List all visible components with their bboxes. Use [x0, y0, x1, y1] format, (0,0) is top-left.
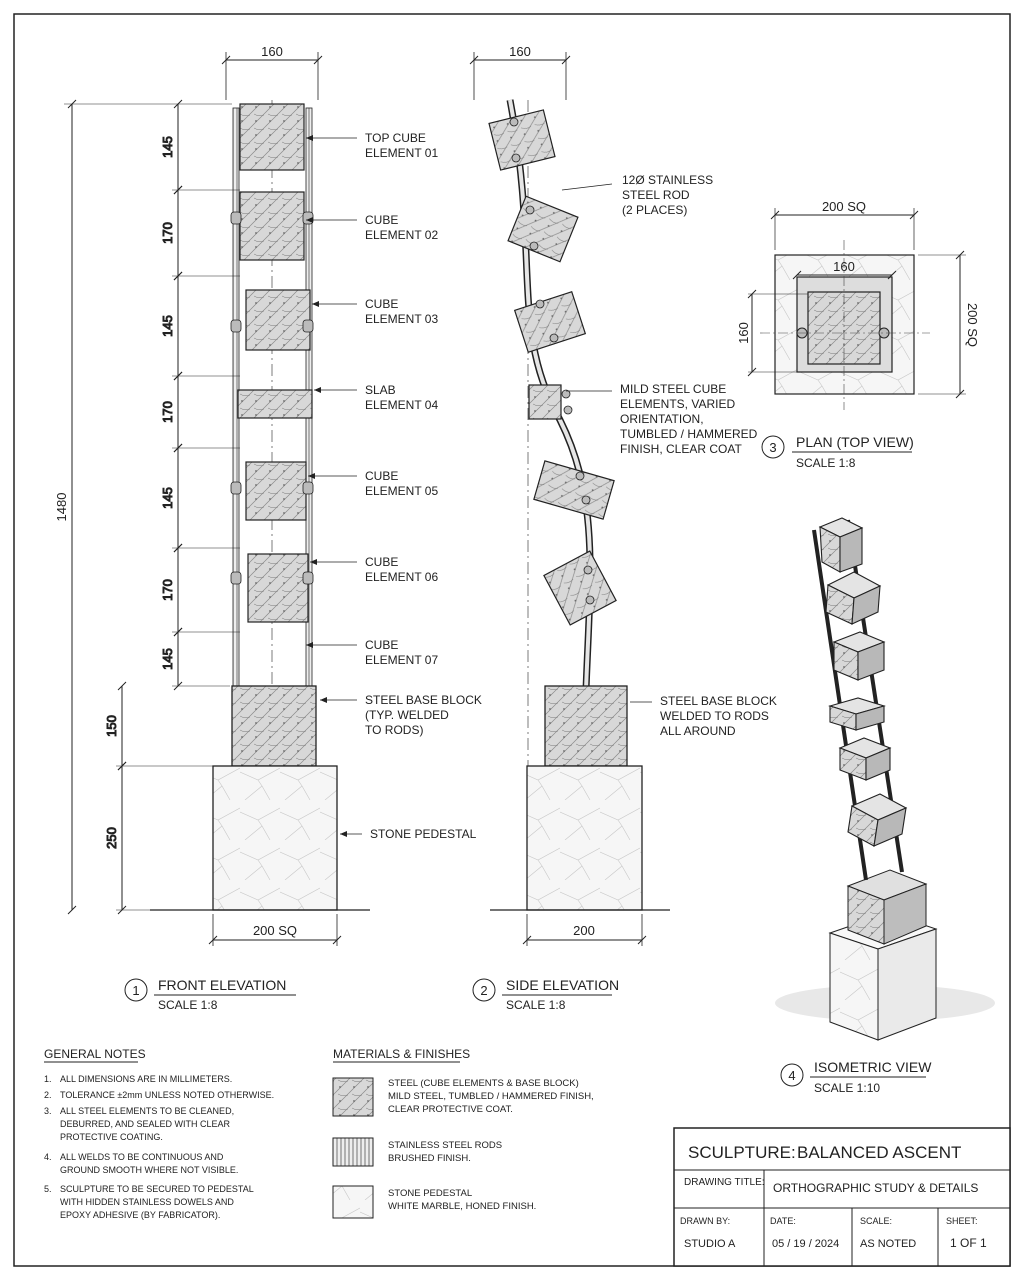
general-note-4: [44, 1152, 238, 1175]
title-block: [674, 1128, 1010, 1266]
material-swatch-steel: [333, 1078, 373, 1116]
front-callout-3-line-2: ELEMENT 03: [365, 312, 439, 326]
tb-sheet-label: SHEET:: [946, 1216, 978, 1226]
front-callout-7-line-2: ELEMENT 07: [365, 653, 439, 667]
tb-drawn-by: STUDIO A: [684, 1238, 736, 1250]
material-item-2: [388, 1140, 502, 1164]
materials-finishes: [333, 1047, 594, 1218]
front-callout-4: [314, 383, 438, 412]
front-base-width-dimension: [209, 914, 341, 946]
front-callout-2-line-2: ELEMENT 02: [365, 228, 439, 242]
general-note-2: [44, 1090, 274, 1100]
side-base-callout-line-3: ALL AROUND: [660, 724, 736, 738]
general-note-text: SCULPTURE TO BE SECURED TO PEDESTAL: [60, 1184, 254, 1194]
front-cube-06: [248, 554, 308, 622]
front-callout-2: [306, 213, 438, 242]
material-text: CLEAR PROTECTIVE COAT.: [388, 1104, 513, 1115]
side-base-block: [545, 686, 627, 766]
tb-drawing-title: ORTHOGRAPHIC STUDY & DETAILS: [773, 1181, 979, 1195]
side-rod-callout-line-2: STEEL ROD: [622, 188, 690, 202]
material-item-1: [388, 1078, 594, 1115]
material-swatch-stone: [333, 1186, 373, 1218]
general-note-text: ALL WELDS TO BE CONTINUOUS AND: [60, 1152, 224, 1162]
material-text: BRUSHED FINISH.: [388, 1153, 471, 1164]
front-view-number: 1: [132, 983, 140, 998]
general-note-3: [44, 1106, 234, 1142]
front-callout-9-line-1: STONE PEDESTAL: [370, 827, 477, 841]
front-callout-8-line-2: (TYP. WELDED: [365, 708, 449, 722]
front-callout-8: [320, 693, 482, 737]
general-note-number: 1.: [44, 1074, 52, 1084]
front-width-dimension: [222, 44, 322, 100]
front-view-scale: SCALE 1:8: [158, 998, 218, 1012]
tb-project-name: BALANCED ASCENT: [797, 1143, 962, 1162]
front-callout-6-line-1: CUBE: [365, 555, 399, 569]
tb-drawing-title-label: DRAWING TITLE:: [684, 1177, 765, 1188]
front-segment-dim-3: 145: [160, 315, 175, 337]
front-callouts: [306, 131, 482, 841]
front-segment-dim-9: 250: [104, 827, 119, 849]
front-cube-05: [246, 462, 306, 520]
front-callout-6-line-2: ELEMENT 06: [365, 570, 439, 584]
side-width-dimension: [470, 44, 570, 100]
material-item-3: [388, 1188, 536, 1212]
tb-sheet: 1 OF 1: [950, 1236, 987, 1250]
front-callout-4-line-2: ELEMENT 04: [365, 398, 439, 412]
front-callout-5-line-2: ELEMENT 05: [365, 484, 439, 498]
side-cube-callout-line-5: FINISH, CLEAR COAT: [620, 442, 742, 456]
material-text: WHITE MARBLE, HONED FINISH.: [388, 1201, 537, 1212]
plan-view: [736, 199, 980, 470]
side-view-number: 2: [480, 983, 488, 998]
general-note-1: [44, 1074, 232, 1084]
plan-view-title: [762, 434, 914, 470]
side-cubes: [489, 110, 616, 625]
side-base-width-label: 200: [573, 923, 595, 938]
isometric-view: [775, 518, 995, 1095]
front-base-width-label: 200 SQ: [252, 923, 298, 938]
tb-drawn-by-label: DRAWN BY:: [680, 1216, 731, 1226]
front-segment-dim-1: 145: [160, 136, 175, 158]
iso-view-scale: SCALE 1:10: [814, 1081, 881, 1095]
front-cube-03: [246, 290, 310, 350]
front-segment-dim-2: 170: [160, 222, 175, 244]
iso-view-title: [781, 1059, 932, 1095]
plan-view-title-text: PLAN (TOP VIEW): [796, 434, 914, 450]
front-cube-01: [240, 104, 304, 170]
general-note-text: PROTECTIVE COATING.: [60, 1132, 163, 1142]
tb-date-label: DATE:: [770, 1216, 796, 1226]
side-cube-callout-line-1: MILD STEEL CUBE: [620, 382, 727, 396]
side-cube-callout-line-4: TUMBLED / HAMMERED: [620, 427, 758, 441]
material-text: STAINLESS STEEL RODS: [388, 1140, 503, 1151]
general-note-text: WITH HIDDEN STAINLESS DOWELS AND: [60, 1197, 234, 1207]
front-callout-1-line-1: TOP CUBE: [365, 131, 426, 145]
front-callout-6: [310, 555, 438, 584]
side-rod-callout-line-3: (2 PLACES): [622, 203, 688, 217]
front-callout-5-line-1: CUBE: [365, 469, 399, 483]
side-cube-callout-line-2: ELEMENTS, VARIED: [620, 397, 736, 411]
tb-date: 05 / 19 / 2024: [772, 1238, 840, 1250]
side-width-label: 160: [509, 44, 531, 59]
front-view-title-text: FRONT ELEVATION: [158, 977, 287, 993]
side-base-callout-line-2: WELDED TO RODS: [660, 709, 769, 723]
front-view-title: [125, 977, 296, 1012]
side-rod-callout-line-1: 12Ø STAINLESS: [622, 173, 714, 187]
general-notes-title: GENERAL NOTES: [44, 1047, 146, 1061]
front-segment-dim-5: 145: [160, 487, 175, 509]
side-base-width-dimension: [523, 914, 646, 946]
front-callout-1-line-2: ELEMENT 01: [365, 146, 439, 160]
plan-view-scale: SCALE 1:8: [796, 456, 856, 470]
front-callout-7-line-1: CUBE: [365, 638, 399, 652]
front-segment-dim-4: 170: [160, 401, 175, 423]
tb-project-label: SCULPTURE:: [688, 1143, 796, 1162]
iso-cubes: [820, 518, 906, 846]
front-base-block: [232, 686, 316, 766]
front-cube-02: [240, 192, 304, 260]
plan-left-dim-label: 160: [736, 322, 751, 344]
general-note-text: GROUND SMOOTH WHERE NOT VISIBLE.: [60, 1165, 239, 1175]
front-callout-8-line-1: STEEL BASE BLOCK: [365, 693, 482, 707]
material-text: MILD STEEL, TUMBLED / HAMMERED FINISH,: [388, 1091, 594, 1102]
front-callout-3: [312, 297, 438, 326]
front-callout-8-line-3: TO RODS): [365, 723, 424, 737]
tb-scale-label: SCALE:: [860, 1216, 893, 1226]
front-callout-1: [306, 131, 438, 160]
materials-title: MATERIALS & FINISHES: [333, 1047, 471, 1061]
material-text: STEEL (CUBE ELEMENTS & BASE BLOCK): [388, 1078, 579, 1089]
side-rod-callout: [622, 173, 713, 217]
general-note-5: [44, 1184, 254, 1220]
general-note-number: 4.: [44, 1152, 52, 1162]
side-view-title-text: SIDE ELEVATION: [506, 977, 620, 993]
side-cube-callout-line-3: ORIENTATION,: [620, 412, 704, 426]
general-note-number: 5.: [44, 1184, 52, 1194]
front-callout-2-line-1: CUBE: [365, 213, 399, 227]
front-segment-dim-7: 145: [160, 648, 175, 670]
general-note-number: 3.: [44, 1106, 52, 1116]
general-note-text: ALL DIMENSIONS ARE IN MILLIMETERS.: [60, 1074, 233, 1084]
front-callout-4-line-1: SLAB: [365, 383, 396, 397]
front-segment-dim-6: 170: [160, 579, 175, 601]
front-segment-dim-8: 150: [104, 715, 119, 737]
general-notes: [44, 1047, 274, 1220]
front-height-label: 1480: [54, 492, 69, 522]
front-slab-04: [238, 390, 312, 418]
front-elevation: [54, 44, 482, 1012]
side-base-callout-line-1: STEEL BASE BLOCK: [660, 694, 777, 708]
front-callout-9: [340, 827, 477, 841]
iso-view-title-text: ISOMETRIC VIEW: [814, 1059, 932, 1075]
side-base-callout: [660, 694, 777, 738]
general-note-number: 2.: [44, 1090, 52, 1100]
front-height-dimension: [54, 100, 232, 914]
side-view-scale: SCALE 1:8: [506, 998, 566, 1012]
tb-scale: AS NOTED: [860, 1238, 917, 1250]
plan-right-dim-label: 200 SQ: [965, 302, 980, 348]
front-callout-3-line-1: CUBE: [365, 297, 399, 311]
general-note-text: DEBURRED, AND SEALED WITH CLEAR: [60, 1119, 231, 1129]
front-width-label: 160: [261, 44, 283, 59]
materials-list: [388, 1078, 594, 1212]
general-note-text: TOLERANCE ±2mm UNLESS NOTED OTHERWISE.: [60, 1090, 275, 1100]
plan-inner-dim-label: 160: [833, 259, 855, 274]
plan-outer-dim-label: 200 SQ: [821, 199, 867, 214]
material-text: STONE PEDESTAL: [388, 1188, 473, 1199]
side-view-title: [473, 977, 619, 1012]
side-cube-callout: [620, 382, 758, 456]
general-notes-list: [44, 1074, 274, 1220]
plan-view-number: 3: [769, 440, 777, 455]
front-callout-5: [308, 469, 438, 498]
iso-view-number: 4: [788, 1068, 796, 1083]
general-note-text: EPOXY ADHESIVE (BY FABRICATOR).: [60, 1210, 221, 1220]
side-elevation: [470, 44, 777, 1012]
general-note-text: ALL STEEL ELEMENTS TO BE CLEANED,: [60, 1106, 235, 1116]
front-stone-pedestal: [213, 766, 337, 910]
side-stone-pedestal: [527, 766, 642, 910]
front-callout-7: [306, 638, 438, 667]
material-swatch-rods: [333, 1138, 373, 1166]
